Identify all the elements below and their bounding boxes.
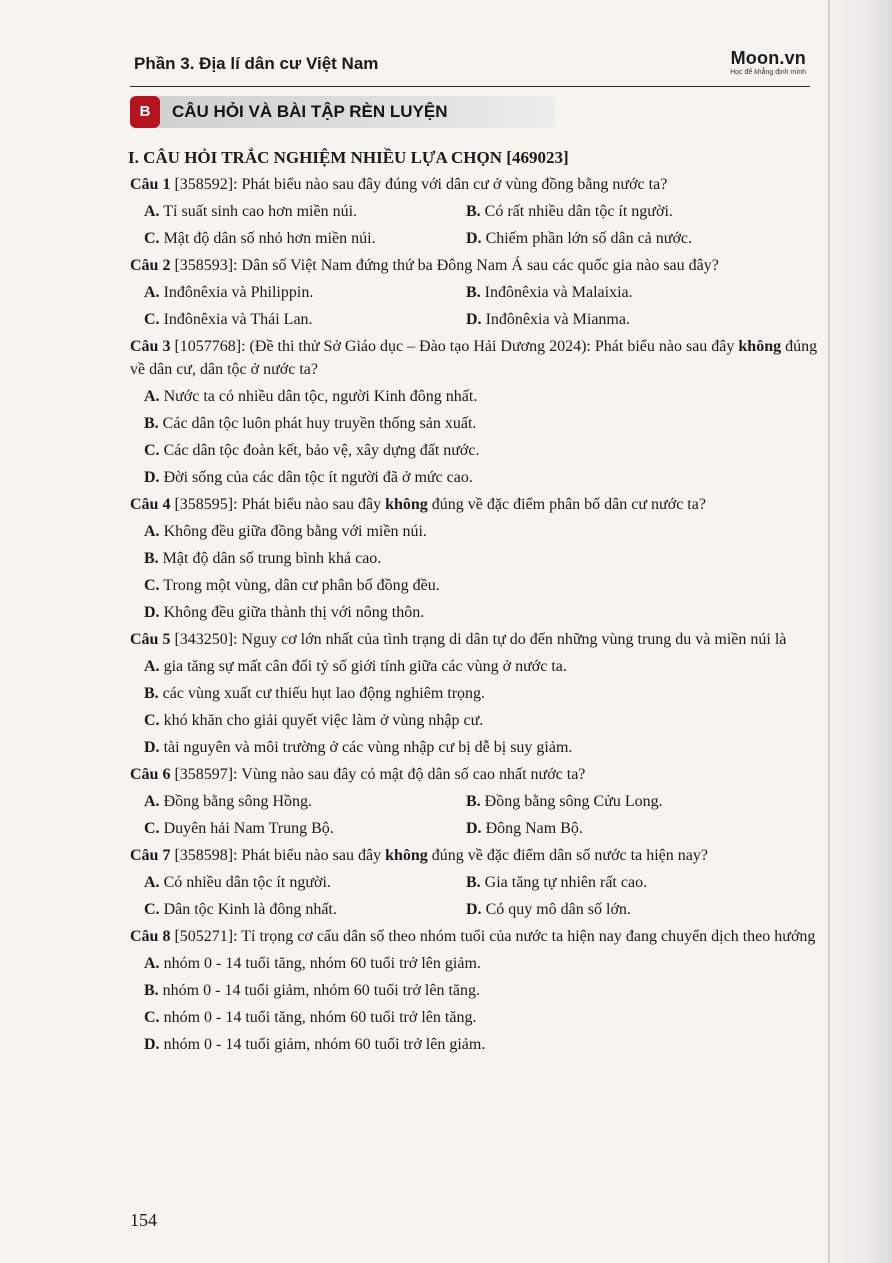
question [130,844,820,921]
option-a[interactable] [144,200,466,223]
option-letter: D. [144,1036,160,1053]
option-b[interactable] [466,200,788,223]
option-c[interactable] [144,709,820,732]
question [130,493,820,624]
question-stem [130,254,820,277]
option-letter: D. [466,230,482,247]
option-letter: D. [144,739,160,756]
question-text: [358592]: Phát biểu nào sau đây đúng với dân cư ở vùng đồng bằng nước ta? [170,176,668,193]
option-text: Có quy mô dân số lớn. [481,901,631,918]
option-text: Inđônêxia và Thái Lan. [159,311,313,328]
option-letter: B. [466,203,481,220]
option-letter: A. [144,388,160,405]
option-text: Trong một vùng, dân cư phân bố đồng đều. [159,577,440,594]
question-label: Câu 2 [130,257,171,274]
option-text: Đời sống của các dân tộc ít người đã ở mức cao. [159,469,473,486]
question [130,925,820,1056]
option-letter: B. [144,982,159,999]
option-text: nhóm 0 - 14 tuổi giảm, nhóm 60 tuổi trở lên tăng. [158,982,480,999]
option-d[interactable] [466,817,788,840]
part-title: I. CÂU HỎI TRẮC NGHIỆM NHIỀU LỰA CHỌN [469023] [128,148,569,167]
option-text: Đồng bằng sông Cửu Long. [480,793,663,810]
question-label: Câu 3 [130,338,171,355]
option-text: tài nguyên và môi trường ở các vùng nhập cư bị dễ bị suy giảm. [159,739,573,756]
question-stem [130,173,820,196]
option-a[interactable] [144,871,466,894]
brand-tagline: Học để khẳng định mình [730,69,806,76]
brand-logo [730,48,806,76]
chapter-title: Phần 3. Địa lí dân cư Việt Nam [134,54,379,73]
question [130,335,820,489]
question-emphasis: không [385,496,428,513]
page-edge-line [828,0,830,1263]
option-letter: B. [466,793,481,810]
option-letter: D. [144,469,160,486]
question-stem [130,925,820,948]
option-a[interactable] [144,790,466,813]
option-text: các vùng xuất cư thiếu hụt lao động nghiêm trọng. [158,685,486,702]
question-text: [358598]: Phát biểu nào sau đây [170,847,386,864]
question-text: [1057768]: (Đề thi thử Sở Giáo dục – Đào tạo Hải Dương 2024): Phát biểu nào sau đây [170,338,739,355]
option-text: Nước ta có nhiều dân tộc, người Kinh đông nhất. [159,388,478,405]
option-text: Inđônêxia và Philippin. [159,284,314,301]
option-text: nhóm 0 - 14 tuổi giảm, nhóm 60 tuổi trở lên giảm. [159,1036,486,1053]
option-d[interactable] [144,601,820,624]
option-letter: D. [144,604,160,621]
question [130,628,820,759]
question-label: Câu 6 [130,766,171,783]
question-label: Câu 4 [130,496,171,513]
option-letter: A. [144,874,160,891]
option-letter: A. [144,658,160,675]
option-d[interactable] [466,898,788,921]
option-a[interactable] [144,952,820,975]
question [130,254,820,331]
option-letter: B. [466,284,481,301]
option-letter: C. [144,230,160,247]
option-text: Gia tăng tự nhiên rất cao. [480,874,648,891]
page-number: 154 [130,1210,157,1230]
option-text: Dân tộc Kinh là đông nhất. [159,901,337,918]
question [130,173,820,250]
question-stem [130,628,820,651]
option-b[interactable] [144,412,820,435]
question-stem [130,763,820,786]
option-letter: B. [144,685,159,702]
question-text-end: đúng về đặc điểm dân số nước ta hiện nay? [427,847,708,864]
section-banner [130,96,555,128]
question-label: Câu 1 [130,176,171,193]
option-b[interactable] [466,790,788,813]
option-b[interactable] [144,547,820,570]
option-text: Duyên hải Nam Trung Bộ. [159,820,334,837]
option-a[interactable] [144,655,820,678]
question-label: Câu 8 [130,928,171,945]
option-c[interactable] [144,574,820,597]
option-letter: C. [144,712,160,729]
question-emphasis: không [385,847,428,864]
option-c[interactable] [144,898,466,921]
question-text-end: đúng về dân cư, dân tộc ở nước ta? [130,338,818,378]
option-c[interactable] [144,227,466,250]
option-text: gia tăng sự mất cân đối tỷ số giới tính giữa các vùng ở nước ta. [159,658,567,675]
option-letter: C. [144,442,160,459]
option-letter: A. [144,793,160,810]
option-letter: C. [144,901,160,918]
option-letter: B. [466,874,481,891]
option-d[interactable] [466,227,788,250]
option-d[interactable] [466,308,788,331]
question [130,763,820,840]
question-text: [505271]: Tỉ trọng cơ cấu dân số theo nhóm tuổi của nước ta hiện nay đang chuyển dịch theo hướng [170,928,816,945]
option-letter: A. [144,523,160,540]
option-c[interactable] [144,817,466,840]
option-c[interactable] [144,308,466,331]
option-text: Các dân tộc luôn phát huy truyền thống sản xuất. [158,415,477,432]
question-text: [358597]: Vùng nào sau đây có mật độ dân số cao nhất nước ta? [170,766,586,783]
section-title: CÂU HỎI VÀ BÀI TẬP RÈN LUYỆN [172,102,448,121]
option-text: Không đều giữa đồng bằng với miền núi. [159,523,427,540]
option-b[interactable] [466,281,788,304]
option-text: Chiếm phần lớn số dân cả nước. [481,230,692,247]
option-letter: A. [144,955,160,972]
option-text: Có nhiều dân tộc ít người. [159,874,331,891]
option-text: Các dân tộc đoàn kết, bảo vệ, xây dựng đất nước. [159,442,480,459]
option-text: Inđônêxia và Malaixia. [480,284,633,301]
option-d[interactable] [144,1033,820,1056]
question-text: [343250]: Nguy cơ lớn nhất của tình trạng di dân tự do đến những vùng trung du và miền núi là [170,631,787,648]
option-letter: A. [144,284,160,301]
option-letter: C. [144,577,160,594]
option-a[interactable] [144,281,466,304]
option-text: Mật độ dân số trung bình khá cao. [158,550,382,567]
option-letter: B. [144,415,159,432]
option-text: Đông Nam Bộ. [481,820,583,837]
option-d[interactable] [144,736,820,759]
option-text: Không đều giữa thành thị với nông thôn. [159,604,425,621]
question-list [130,140,820,1060]
option-letter: A. [144,203,160,220]
option-text: nhóm 0 - 14 tuổi tăng, nhóm 60 tuổi trở lên giảm. [159,955,481,972]
option-text: Inđônêxia và Mianma. [481,311,630,328]
brand-name: Moon.vn [730,48,806,68]
question-label: Câu 5 [130,631,171,648]
option-letter: C. [144,1009,160,1026]
option-text: Tỉ suất sinh cao hơn miền núi. [159,203,358,220]
option-text: khó khăn cho giải quyết việc làm ở vùng nhập cư. [159,712,484,729]
option-b[interactable] [144,979,820,1002]
option-text: nhóm 0 - 14 tuổi tăng, nhóm 60 tuổi trở lên tăng. [159,1009,477,1026]
option-text: Đồng bằng sông Hồng. [159,793,312,810]
option-letter: C. [144,311,160,328]
option-letter: D. [466,820,482,837]
option-text: Mật độ dân số nhỏ hơn miền núi. [159,230,376,247]
option-letter: B. [144,550,159,567]
option-letter: D. [466,311,482,328]
question-stem [130,493,820,516]
option-d[interactable] [144,466,820,489]
question-text: [358593]: Dân số Việt Nam đứng thứ ba Đông Nam Á sau các quốc gia nào sau đây? [170,257,719,274]
option-c[interactable] [144,1006,820,1029]
option-b[interactable] [466,871,788,894]
option-a[interactable] [144,385,820,408]
option-a[interactable] [144,520,820,543]
page-header [130,48,810,87]
option-c[interactable] [144,439,820,462]
option-letter: C. [144,820,160,837]
option-letter: D. [466,901,482,918]
option-b[interactable] [144,682,820,705]
section-badge: B [130,96,160,128]
question-text: [358595]: Phát biểu nào sau đây [170,496,386,513]
page-edge-shadow [822,0,892,1263]
option-text: Có rất nhiều dân tộc ít người. [480,203,673,220]
question-label: Câu 7 [130,847,171,864]
question-stem [130,844,820,867]
question-text-end: đúng về đặc điểm phân bố dân cư nước ta? [427,496,706,513]
question-stem [130,335,820,381]
question-emphasis: không [738,338,782,355]
